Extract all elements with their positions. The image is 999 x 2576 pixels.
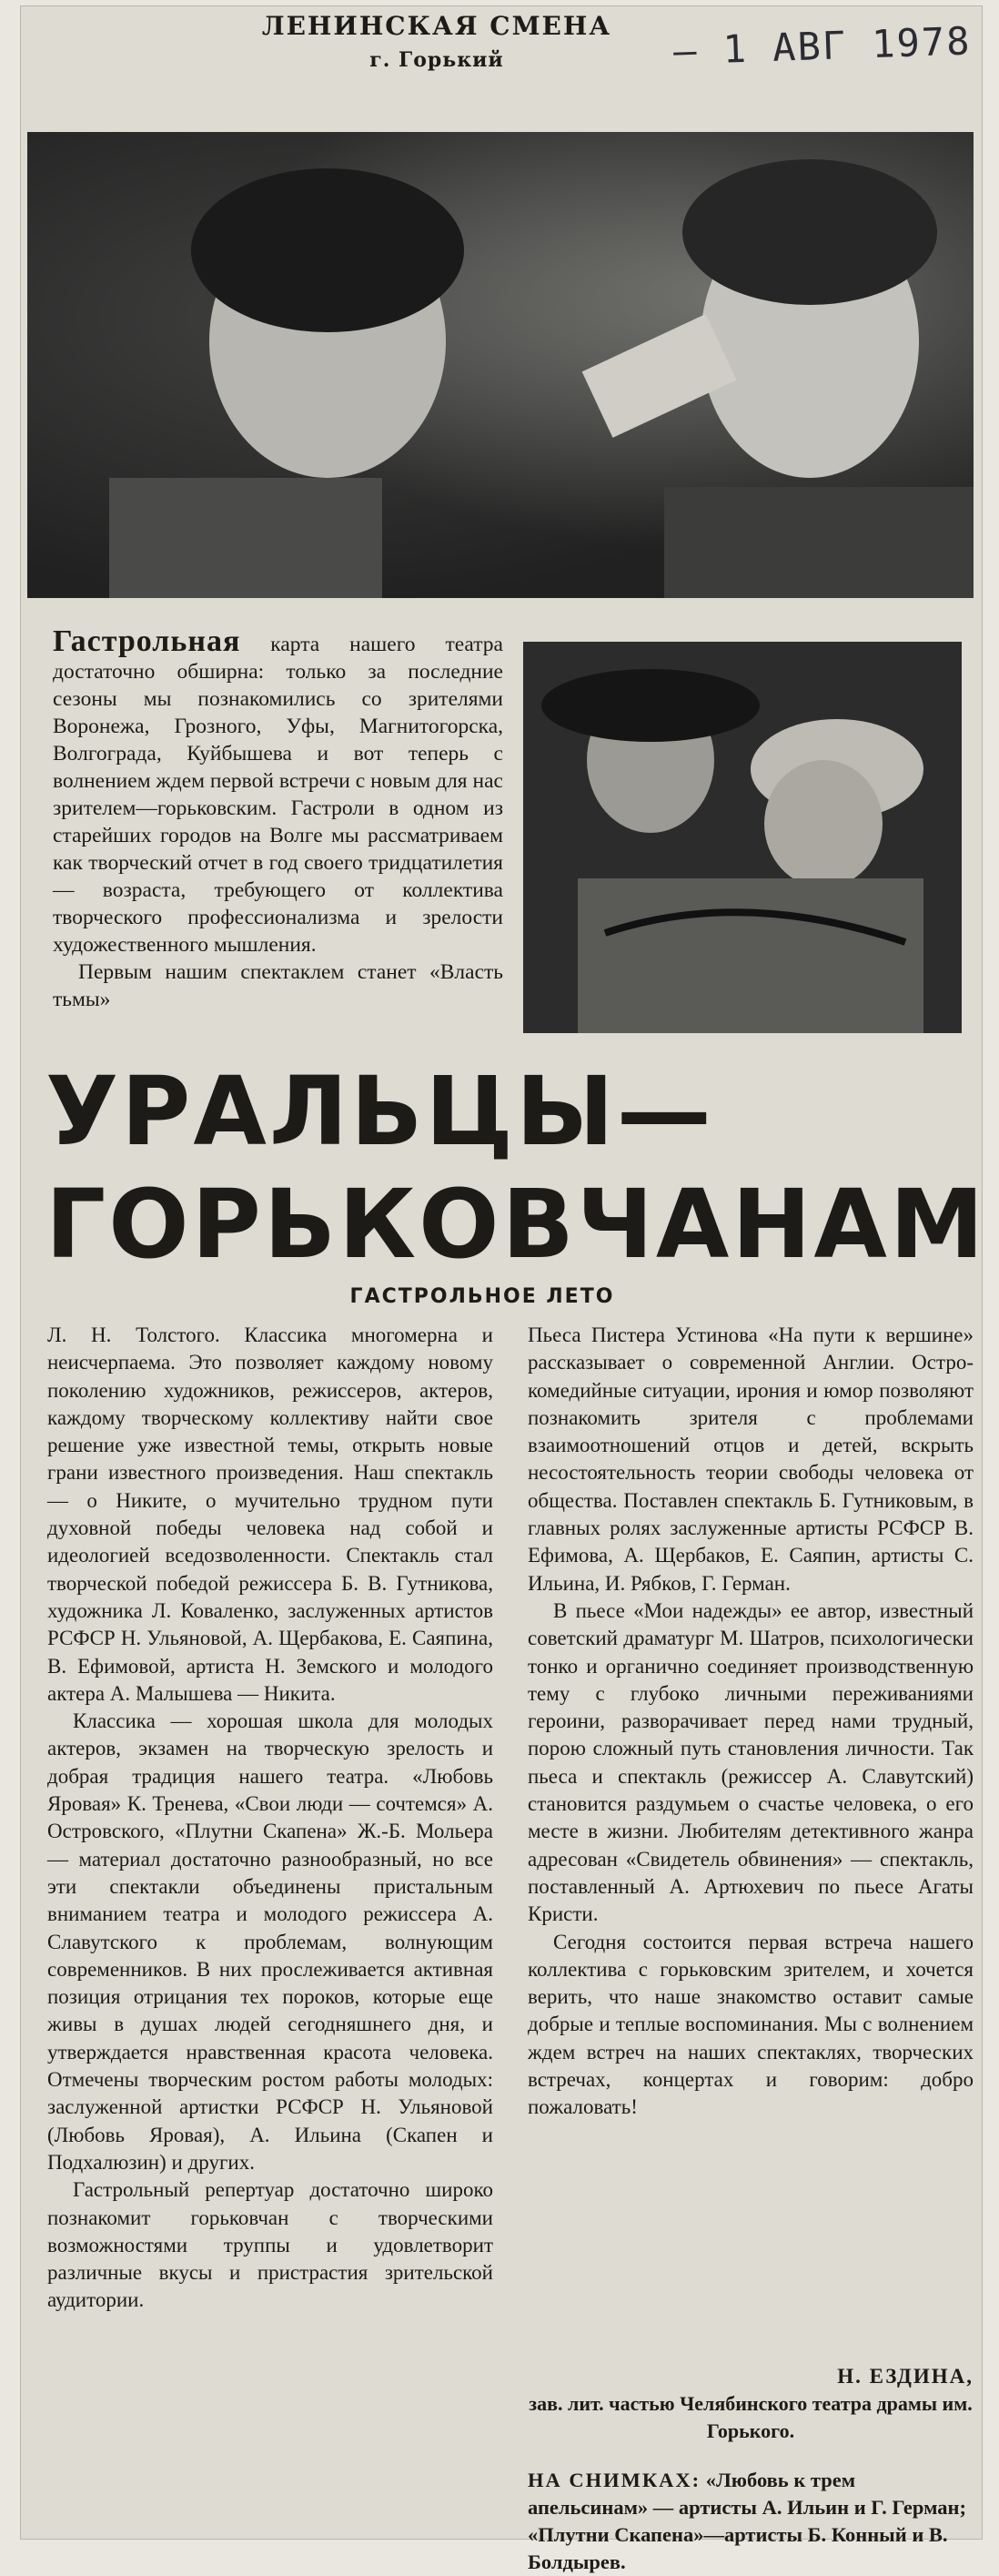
- side-photo: [523, 642, 962, 1033]
- caption-text: «Любовь к трем апельсинам» — артисты А. Ильин и Г. Герман; «Плутни Скапена»—артисты Б. Конный и В. Болдырев.: [528, 2469, 966, 2573]
- signature-block: [528, 2363, 974, 2445]
- paragraph: Классика — хорошая школа для молодых актеров, экзамен на творческую зрелость и добрая традиция нашего театра. «Любовь Яровая» К. Тренева, «Свои люди — сочтемся» А. Островского, «Плутни Скапена» Ж.-Б. Мольера — материал достаточно разнообразный, но все эти спектакли объединены пристальным вниманием театра и молодого режиссера А. Славутского к проблемам, волнующим современников. В них прослеживается активная позиция отрицания тех пороков, которые еще живы в душах людей сегодняшнего дня, и утверждается нравственная красота человека. Отмечены творческим ростом работы молодых: заслуженной артистки РСФСР Н. Ульяновой (Любовь Яровая), А. Ильина (Скапен и Подхалюзин) и других.: [47, 1709, 493, 2174]
- left-column: [47, 1322, 493, 2315]
- author-position: зав. лит. частью Челябинского театра драмы им. Горького.: [529, 2392, 973, 2442]
- masthead: [246, 11, 628, 72]
- paragraph: Пьеса Пистера Устинова «На пути к вершине» рассказывает о современной Англии. Острокомедийные ситуации, ирония и юмор позволяют познакомить зрителя с проблемами взаимоотношений отцов и детей, вскрыть несостоятельность теории свободы человека от общества. Поставлен спектакль Б. Гутниковым, в главных ролях заслуженные артисты РСФСР В. Ефимова, А. Щербаков, Е. Саяпин, артисты С. Ильина, И. Рябков, Г. Герман.: [528, 1323, 974, 1595]
- paragraph: Сегодня состоится первая встреча нашего коллектива с горьковским зрителем, и хочется верить, что наше знакомство оставит самые добрые и теплые воспоминания. Мы с волнением ждем встреч на наших спектаклях, творческих встречах, концертах и говорим: добро пожаловать!: [528, 1930, 974, 2119]
- right-column: [528, 1322, 974, 2122]
- newspaper-city: г. Горький: [369, 48, 504, 72]
- top-photo: [27, 132, 974, 598]
- intro-paragraph: [53, 624, 503, 1013]
- date-stamp: — 1 АВГ 1978: [672, 18, 973, 74]
- headline-line-2: ГОРЬКОВЧАНАМ: [45, 1169, 987, 1280]
- newspaper-title: ЛЕНИНСКАЯ СМЕНА: [261, 11, 612, 41]
- intro-text: карта нашего театра достаточно обширна: только за последние сезоны мы познакомились со зрителями Воронежа, Грозного, Уфы, Магнитогорска, Волгограда, Куйбышева и вот теперь с волнением ждем первой встречи с новым для нас зрителем—горьковским. Гастроли в одном из старейших городов на Волге мы рассматриваем как творческий отчет в год своего тридцатилетия — возраста, требующего от коллектива творческого профессионализма и зрелости художественного мышления.: [53, 633, 503, 957]
- author-name: Н. ЕЗДИНА,: [837, 2365, 974, 2388]
- caption-label: НА СНИМКАХ:: [528, 2469, 701, 2491]
- intro-text-2: Первым нашим спектаклем станет «Власть тьмы»: [53, 960, 503, 1011]
- intro-lead-word: Гастрольная: [53, 624, 241, 658]
- rubric: ГАСТРОЛЬНОЕ ЛЕТО: [349, 1285, 615, 1308]
- paragraph: Л. Н. Толстого. Классика многомерна и неисчерпаема. Это позволяет каждому новому поколению художников, режиссеров, актеров, каждому творческому коллективу найти свое решение уже известной темы, открыть новые грани известного произведения. Наш спектакль— о Никите, о мучительно трудном пути духовной победы человека над собой и идеологией вседозволенности. Спектакль стал творческой победой режиссера Б. В. Гутникова, художника Л. Коваленко, заслуженных артистов РСФСР Н. Ульяновой, А. Щербакова, Е. Саяпина, В. Ефимовой, артиста Н. Земского и молодого актера А. Малышева — Никита.: [47, 1323, 493, 1705]
- headline: [45, 1056, 987, 1280]
- paragraph: В пьесе «Мои надежды» ее автор, известный советский драматург М. Шатров, психологически тонко и органично соединяет производственную тему с глубоко личными переживаниями героини, разворачивает перед нами трудный, порою сложный путь становления личности. Так пьеса и спектакль (режиссер А. Славутский) становится раздумьем о счастье человека, о его месте в жизни. Любителям детективного жанра адресован «Свидетель обвинения» — спектакль, поставленный А. Артюхевич по пьесе Агаты Кристи.: [528, 1598, 974, 1926]
- photo-caption: [528, 2467, 974, 2576]
- headline-line-1: УРАЛЬЦЫ—: [45, 1056, 714, 1167]
- paragraph: Гастрольный репертуар достаточно широко познакомит горьковчан с творческими возможностями труппы и удовлетворит различные вкусы и пристрастия зрительской аудитории.: [47, 2178, 493, 2312]
